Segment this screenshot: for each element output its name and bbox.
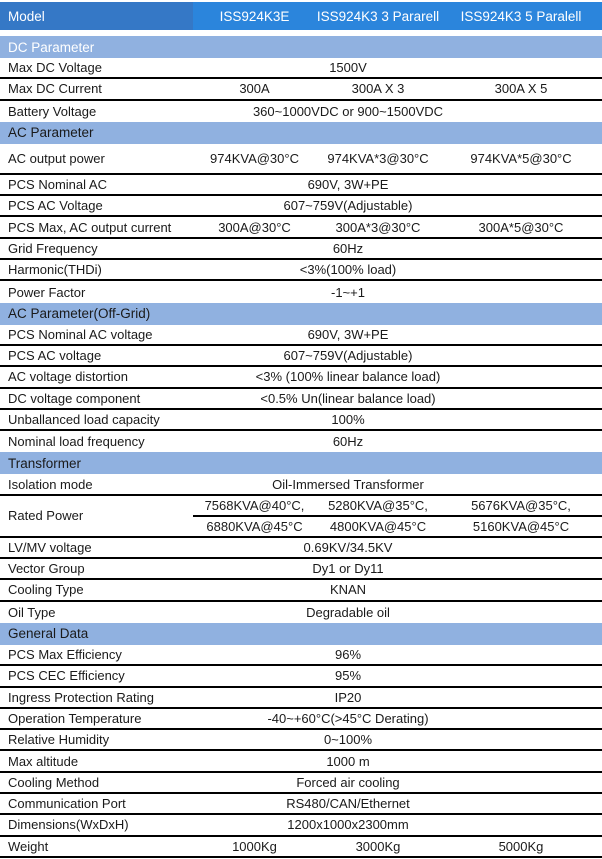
spec-value-spacer [503,688,602,707]
spec-value: 690V, 3W+PE [307,326,389,342]
spec-row [0,474,602,495]
spec-label: PCS Max Efficiency [8,647,122,663]
spec-value-spacer [503,730,602,749]
spec-label: Weight [8,838,49,854]
spec-row [0,389,602,410]
spec-label: Oil Type [8,604,56,620]
spec-row [0,837,602,858]
spec-row [0,730,602,751]
spec-row [0,666,602,687]
spec-value-cell: 974KVA@30°C [210,150,299,166]
section-title: AC Parameter [8,125,94,141]
spec-value: 0.69KV/34.5KV [303,539,393,555]
spec-label: PCS Nominal AC voltage [8,326,153,342]
spec-label: Nominal load frequency [8,434,145,450]
spec-value-spacer [503,751,602,770]
spec-row [0,496,602,538]
section-bar [0,623,602,645]
spec-label: PCS CEC Efficiency [8,668,125,684]
spec-label: LV/MV voltage [8,539,92,555]
spec-value: 100% [331,412,365,427]
spec-row [0,580,602,601]
section-bar [0,122,602,144]
spec-value-cell: 5280KVA@35°C, [328,497,428,513]
spec-value: 0~100% [323,732,373,748]
spec-label: PCS Nominal AC [8,177,107,193]
spec-value-spacer [503,58,602,77]
section-title: Transformer [8,455,82,471]
spec-label: Max altitude [8,753,79,769]
spec-label: Rated Power [8,508,84,524]
spec-value: <3% (100% linear balance load) [255,369,441,385]
section-title: AC Parameter(Off-Grid) [8,306,151,322]
spec-row [0,602,602,623]
spec-value: 96% [334,647,362,663]
spec-row [0,325,602,346]
spec-value-cell: 6880KVA@45°C [206,518,303,534]
spec-row [0,346,602,367]
spec-row [0,144,602,175]
spec-label: Battery Voltage [8,103,97,119]
model-header-label: Model [0,2,193,30]
spec-value-spacer [503,794,602,813]
spec-value-cell: 5676KVA@35°C, [471,497,571,513]
spec-row [0,709,602,730]
spec-value-cell: 5000Kg [498,838,544,854]
spec-label: Power Factor [8,284,86,300]
spec-label: Harmonic(THDi) [8,262,102,278]
spec-label: Isolation mode [8,476,93,492]
spec-value-cell: 300A [239,81,270,97]
spec-value-spacer [503,410,602,429]
spec-value: <3%(100% load) [299,262,397,278]
spec-value: 60Hz [332,434,364,450]
spec-value-spacer [503,346,602,365]
spec-row [0,101,602,122]
spec-value: 1500V [329,60,367,76]
model-header-row [0,2,602,30]
spec-label: Max DC Current [8,81,102,97]
section-title: General Data [8,626,89,642]
spec-label: Unballanced load capacity [8,412,160,427]
spec-value-spacer [503,196,602,215]
spec-row [0,751,602,772]
spec-value: Oil-Immersed Transformer [272,476,424,492]
spec-label: Cooling Type [8,582,84,598]
rated-power-row-top [193,496,602,517]
spec-row [0,538,602,559]
spec-row [0,58,602,79]
spec-value-spacer [503,773,602,792]
spec-value-cell: 974KVA*5@30°C [470,150,572,166]
spec-row [0,688,602,709]
spec-table-body [0,36,602,858]
spec-value-spacer [503,239,602,258]
section-bar [0,452,602,474]
section-title: DC Parameter [8,39,95,55]
spec-row [0,773,602,794]
spec-value-cell: 300A X 3 [351,81,405,97]
spec-row [0,79,602,100]
spec-value: 60Hz [332,240,364,256]
rated-power-values [193,496,602,536]
spec-value-spacer [503,389,602,408]
spec-value-spacer [503,101,602,122]
spec-value-spacer [503,175,602,194]
spec-row [0,239,602,260]
model-header-cell-2: ISS924K3 3 Pararell [316,2,440,30]
spec-label: Communication Port [8,796,126,812]
model-header-cell-1: ISS924K3E [193,2,316,30]
spec-value: Degradable oil [306,604,390,620]
spec-value-spacer [503,559,602,578]
spec-row [0,815,602,836]
spec-value-spacer [503,367,602,386]
spec-row [0,410,602,431]
spec-label: Ingress Protection Rating [8,689,154,705]
spec-label: Relative Humidity [8,732,110,748]
spec-value: 1000 m [326,753,370,769]
spec-value-spacer [503,260,602,279]
section-bar [0,303,602,325]
spec-label: Grid Frequency [8,240,98,256]
spec-value-spacer [503,666,602,685]
spec-value: IP20 [334,689,362,705]
spec-value: 1200x1000x2300mm [287,817,409,833]
spec-value-spacer [503,281,602,302]
spec-value: 360~1000VDC or 900~1500VDC [252,103,444,119]
spec-label: Vector Group [8,561,85,577]
spec-value-cell: 7568KVA@40°C, [204,497,305,513]
spec-label: PCS Max, AC output current [8,219,172,235]
model-header-cell-3: ISS924K3 5 Paralell [440,2,602,30]
spec-value-cell: 974KVA*3@30°C [327,150,429,166]
spec-value-spacer [503,602,602,623]
spec-value: 607~759V(Adjustable) [283,198,413,214]
spec-row [0,367,602,388]
spec-value: KNAN [329,582,367,598]
spec-value: -1~+1 [331,284,365,300]
spec-value: <0.5% Un(linear balance load) [260,390,436,406]
spec-value: 95% [334,668,362,684]
spec-value-cell: 3000Kg [355,838,401,854]
spec-label: Cooling Method [8,774,100,790]
spec-row [0,175,602,196]
spec-value: Forced air cooling [296,774,400,790]
spec-value-spacer [503,431,602,452]
spec-row [0,794,602,815]
spec-label: AC output power [8,150,105,166]
spec-row [0,559,602,580]
spec-value-spacer [503,474,602,493]
spec-value-spacer [503,815,602,834]
spec-row [0,281,602,302]
spec-value-cell: 300A*5@30°C [478,219,564,235]
spec-label: PCS AC Voltage [8,198,103,214]
spec-value-spacer [503,580,602,599]
spec-value-spacer [503,709,602,728]
spec-value-cell: 4800KVA@45°C [329,518,427,534]
spec-value: -40~+60°C(>45°C Derating) [267,710,429,726]
spec-label: AC voltage distortion [8,369,128,385]
spec-value-cell: 5160KVA@45°C [472,518,570,534]
spec-value-spacer [503,645,602,664]
spec-value-spacer [503,538,602,557]
spec-row [0,645,602,666]
spec-value-cell: 300A@30°C [218,219,291,235]
section-bar [0,36,602,58]
spec-row [0,260,602,281]
spec-value: 607~759V(Adjustable) [283,348,413,364]
spec-label: Max DC Voltage [8,60,102,76]
spec-value-cell: 300A*3@30°C [335,219,421,235]
spec-row [0,196,602,217]
rated-power-row-bottom [193,517,602,536]
spec-value-spacer [503,325,602,344]
spec-value: 690V, 3W+PE [307,177,389,193]
spec-label: Dimensions(WxDxH) [8,817,129,833]
spec-value: RS480/CAN/Ethernet [286,796,410,812]
spec-value: Dy1 or Dy11 [312,561,384,577]
spec-value-cell: 1000Kg [232,838,277,854]
spec-label: PCS AC voltage [8,348,102,364]
spec-label: Operation Temperature [8,710,142,726]
spec-row [0,217,602,238]
spec-row [0,431,602,452]
spec-value-cell: 300A X 5 [494,81,548,97]
spec-label: DC voltage component [8,390,141,406]
